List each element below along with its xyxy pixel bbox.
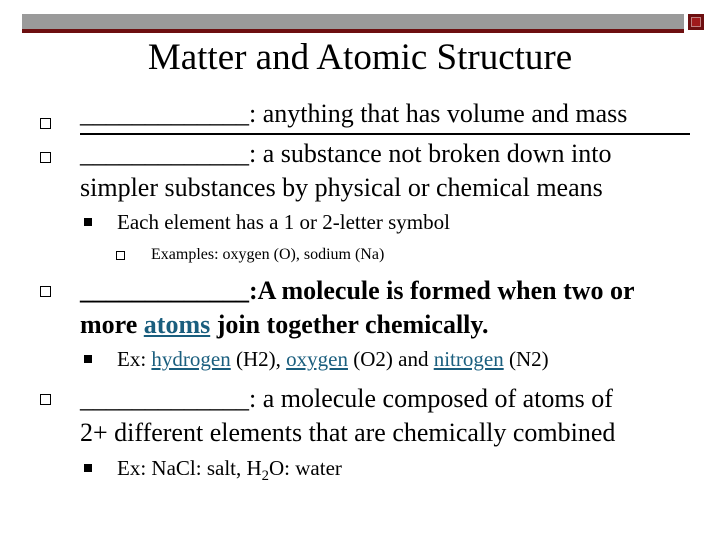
- bullet-2: [80, 137, 612, 171]
- subsub-bullet-examples: Examples: oxygen (O), sodium (Na): [151, 246, 385, 263]
- bullet-text: : a molecule composed of atoms of: [249, 384, 613, 413]
- header-bar: [22, 14, 684, 33]
- bullet-4: [80, 382, 613, 416]
- bullet-text: : anything that has volume and mass: [249, 99, 628, 128]
- corner-square-accent: [691, 17, 701, 27]
- bullet-marker: [40, 394, 51, 405]
- bullet-2-continued: simpler substances by physical or chemical means: [80, 173, 603, 202]
- bullet-3: [80, 274, 635, 308]
- oxygen-link[interactable]: oxygen: [286, 347, 348, 371]
- sub-bullet-marker: [84, 464, 92, 472]
- divider-line: [80, 133, 690, 135]
- subsub-bullet-marker: [116, 251, 125, 260]
- bullet-1: [80, 97, 627, 131]
- bullet-text: :A molecule is formed when two or: [249, 276, 635, 305]
- sub-bullet-marker: [84, 355, 92, 363]
- bullet-4-continued: 2+ different elements that are chemically combined: [80, 418, 616, 447]
- nitrogen-link[interactable]: nitrogen: [433, 347, 504, 371]
- bullet-marker: [40, 152, 51, 163]
- blank-line: _____________: [80, 139, 249, 168]
- bullet-marker: [40, 286, 51, 297]
- hydrogen-link[interactable]: hydrogen: [151, 347, 231, 371]
- sub-bullet-element-symbol: Each element has a 1 or 2-letter symbol: [117, 210, 450, 234]
- atoms-link[interactable]: atoms: [143, 310, 211, 339]
- sub-bullet-molecule-examples: Ex: hydrogen (H2), oxygen (O2) and nitrogen (N2): [117, 347, 549, 371]
- blank-line: _____________: [80, 276, 249, 305]
- bullet-marker: [40, 118, 51, 129]
- sub-bullet-compound-examples: Ex: NaCl: salt, $H_2O$: water: [117, 456, 342, 485]
- slide-title: Matter and Atomic Structure: [147, 37, 573, 78]
- blank-line: _____________: [80, 99, 249, 128]
- sub-bullet-marker: [84, 218, 92, 226]
- bullet-3-continued: more atoms join together chemically.: [80, 310, 489, 339]
- blank-line: _____________: [80, 384, 249, 413]
- bullet-text: : a substance not broken down into: [249, 139, 612, 168]
